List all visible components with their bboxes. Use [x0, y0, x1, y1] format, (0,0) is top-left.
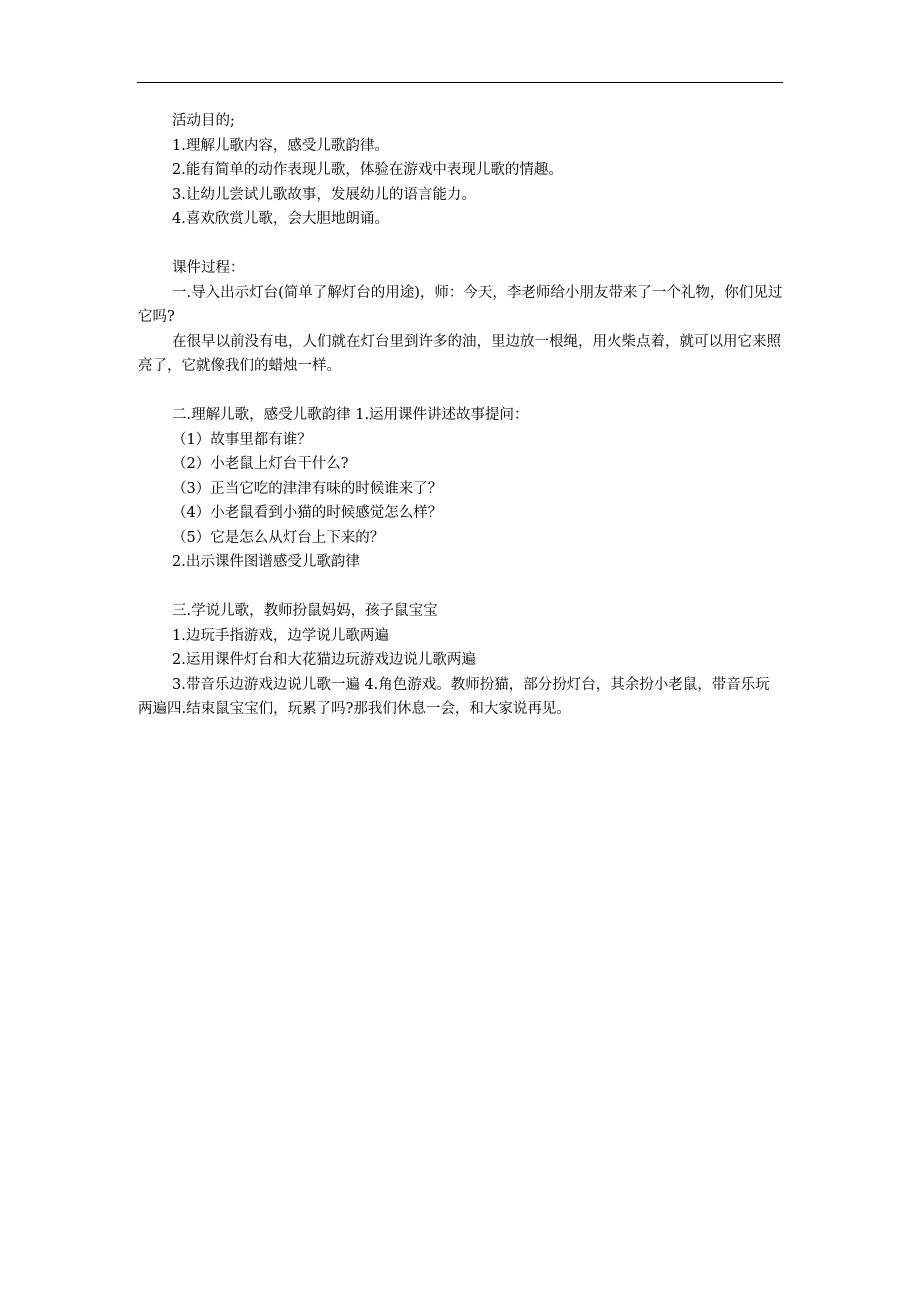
goal-item: 3.让幼儿尝试儿歌故事，发展幼儿的语言能力。	[172, 186, 476, 203]
goal-item: 4.喜欢欣赏儿歌，会大胆地朗诵。	[172, 211, 389, 227]
section3-item: 1.边玩手指游戏，边学说儿歌两遍	[172, 627, 389, 644]
question-item: （3）正当它吃的津津有味的时候谁来了？	[172, 480, 443, 497]
question-item: （5）它是怎么从灯台上下来的？	[172, 529, 385, 546]
section2-heading: 二.理解儿歌，感受儿歌韵律 1.运用课件讲述故事提问：	[172, 407, 529, 423]
process-paragraph: 在很早以前没有电，人们就在灯台里到许多的油，里边放一根绳，用火柴点着，就可以用它来照亮了，它就像我们的蜡烛一样。	[138, 333, 781, 374]
question-item: （1）故事里都有谁？	[172, 431, 312, 448]
goal-item: 2.能有简单的动作表现儿歌，体验在游戏中表现儿歌的情趣。	[172, 162, 563, 178]
process-paragraph: 一.导入出示灯台(简单了解灯台的用途)，师：今天，李老师给小朋友带来了一个礼物，你们见过它吗?	[138, 284, 783, 325]
question-item: （4）小老鼠看到小猫的时候感觉怎么样？	[172, 505, 443, 521]
paragraph-gap	[138, 575, 784, 600]
header-rule	[137, 82, 783, 83]
paragraph-gap	[138, 379, 784, 404]
section3-item: 3.带音乐边游戏边说儿歌一遍 4.角色游戏。教师扮猫，部分扮灯台，其余扮小老鼠，带音乐玩两遍四.结束鼠宝宝们，玩累了吗?那我们休息一会，和大家说再见。	[138, 676, 770, 717]
section2-item: 2.出示课件图谱感受儿歌韵律	[172, 554, 360, 570]
goal-item: 1.理解儿歌内容，感受儿歌韵律。	[172, 137, 389, 154]
section3-item: 2.运用课件灯台和大花猫边玩游戏边说儿歌两遍	[172, 652, 476, 668]
paragraph-gap	[138, 232, 784, 257]
document-body	[138, 109, 784, 722]
process-heading: 课件过程：	[172, 260, 245, 276]
section3-heading: 三.学说儿歌，教师扮鼠妈妈，孩子鼠宝宝	[172, 603, 438, 619]
question-item: （2）小老鼠上灯台干什么?	[172, 456, 349, 472]
goals-heading: 活动目的;	[172, 113, 235, 129]
